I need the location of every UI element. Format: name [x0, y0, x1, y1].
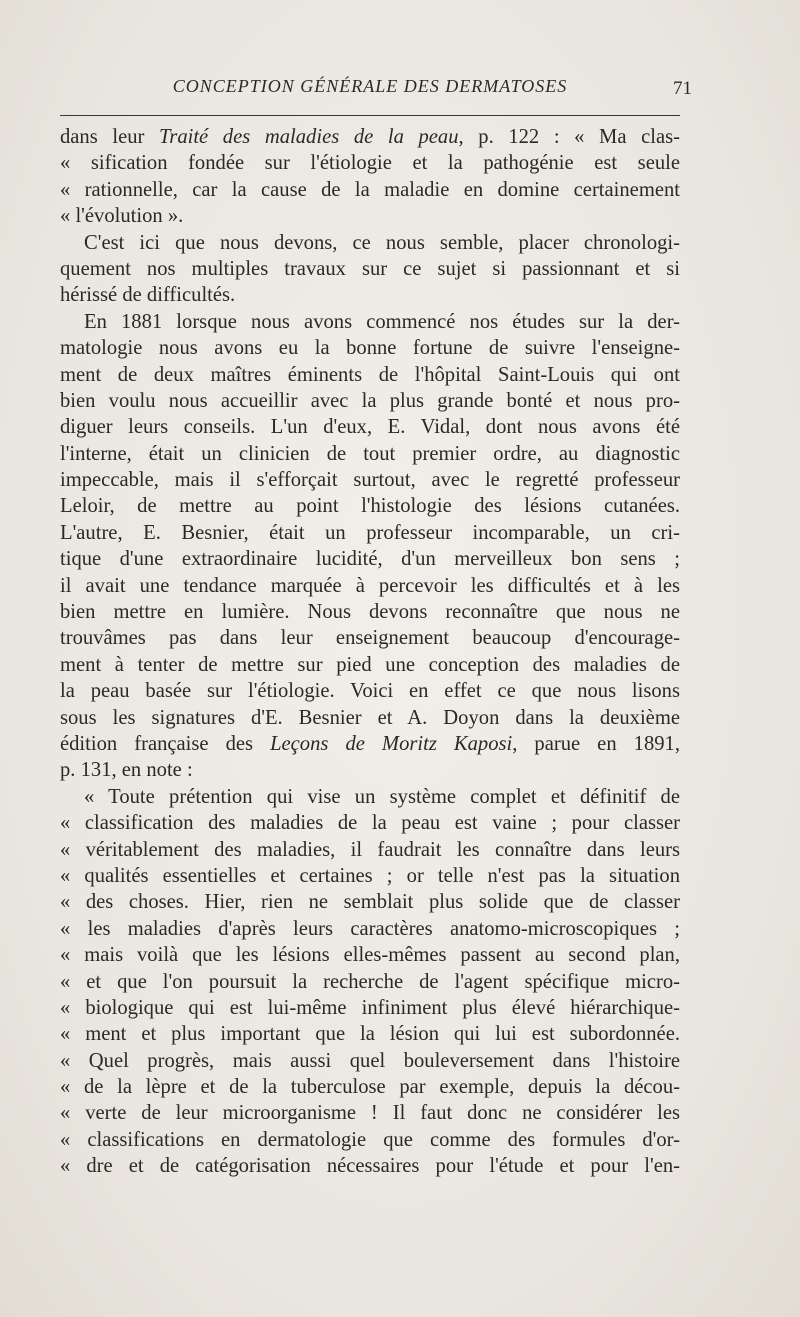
- text-line: matologie nous avons eu la bonne fortune de suivre l'enseigne-: [60, 337, 680, 360]
- text-line: il avait une tendance marquée à percevoir les difficultés et à les: [60, 574, 680, 597]
- text-line: « Quel progrès, mais aussi quel bouleversement dans l'histoire: [60, 1049, 680, 1072]
- text-line: impeccable, mais il s'efforçait surtout, avec le regretté professeur: [60, 469, 680, 492]
- text-line: « de la lèpre et de la tuberculose par exemple, depuis la décou-: [60, 1076, 680, 1099]
- text-line: l'interne, était un clinicien de tout premier ordre, au diagnostic: [60, 442, 680, 465]
- text-line: « biologique qui est lui-même infiniment plus élevé hiérarchique-: [60, 996, 680, 1019]
- text-line: « mais voilà que les lésions elles-mêmes passent au second plan,: [60, 944, 680, 967]
- text-line: dans leur Traité des maladies de la peau, p. 122 : « Ma clas-: [60, 126, 680, 148]
- page-header: [60, 76, 692, 106]
- page-number: 71: [673, 78, 692, 99]
- text-line: hérissé de difficultés.: [60, 284, 236, 307]
- text-line: bien voulu nous accueillir avec la plus grande bonté et nous pro-: [60, 389, 680, 412]
- text-line: trouvâmes pas dans leur enseignement beaucoup d'encourage-: [60, 627, 680, 650]
- text-line: p. 131, en note :: [60, 759, 193, 782]
- body-text: [60, 124, 680, 1180]
- text-line: « des choses. Hier, rien ne semblait plus solide que de classer: [60, 891, 680, 914]
- text-line: C'est ici que nous devons, ce nous semble, placer chronologi-: [84, 231, 680, 254]
- text-line: Leloir, de mettre au point l'histologie des lésions cutanées.: [60, 495, 680, 518]
- text-line: En 1881 lorsque nous avons commencé nos études sur la der-: [84, 310, 680, 333]
- text-line: « dre et de catégorisation nécessaires pour l'étude et pour l'en-: [60, 1155, 680, 1178]
- italic-title: Traité des maladies de la peau: [158, 126, 459, 148]
- text-line: ment à tenter de mettre sur pied une conception des maladies de: [60, 653, 680, 676]
- text-line: « les maladies d'après leurs caractères anatomo-microscopiques ;: [60, 917, 680, 940]
- text-line: « et que l'on poursuit la recherche de l'agent spécifique micro-: [60, 970, 680, 993]
- text-line: « sification fondée sur l'étiologie et la pathogénie est seule: [60, 152, 680, 175]
- text-line: ment de deux maîtres éminents de l'hôpital Saint-Louis qui ont: [60, 363, 680, 386]
- text-line: « qualités essentielles et certaines ; or telle n'est pas la situation: [60, 864, 680, 887]
- text-line: bien mettre en lumière. Nous devons reconnaître que nous ne: [60, 601, 680, 624]
- text-line: quement nos multiples travaux sur ce sujet si passionnant et si: [60, 257, 680, 280]
- text-line: L'autre, E. Besnier, était un professeur incomparable, un cri-: [60, 521, 680, 544]
- text-line: tique d'une extraordinaire lucidité, d'un merveilleux bon sens ;: [60, 548, 680, 571]
- text-line: « Toute prétention qui vise un système complet et définitif de: [84, 785, 680, 808]
- header-rule: [60, 115, 680, 116]
- text-line: diguer leurs conseils. L'un d'eux, E. Vidal, dont nous avons été: [60, 416, 680, 439]
- text-line: « classification des maladies de la peau est vaine ; pour classer: [60, 812, 680, 835]
- text-line: édition française des Leçons de Moritz Kaposi, parue en 1891,: [60, 732, 680, 755]
- text-line: « classifications en dermatologie que comme des formules d'or-: [60, 1128, 680, 1151]
- text-line: « verte de leur microorganisme ! Il faut donc ne considérer les: [60, 1102, 680, 1125]
- italic-title: Leçons de Moritz Kaposi: [270, 732, 513, 755]
- text-line: sous les signatures d'E. Besnier et A. Doyon dans la deuxième: [60, 706, 680, 729]
- text-line: « rationnelle, car la cause de la maladie en domine certainement: [60, 178, 680, 201]
- text-line: « l'évolution ».: [60, 205, 184, 228]
- running-title: CONCEPTION GÉNÉRALE DES DERMATOSES: [172, 76, 568, 96]
- text-line: la peau basée sur l'étiologie. Voici en effet ce que nous lisons: [60, 680, 680, 703]
- text-line: « ment et plus important que la lésion qui lui est subordonnée.: [60, 1023, 680, 1046]
- text-line: « véritablement des maladies, il faudrait les connaître dans leurs: [60, 838, 680, 861]
